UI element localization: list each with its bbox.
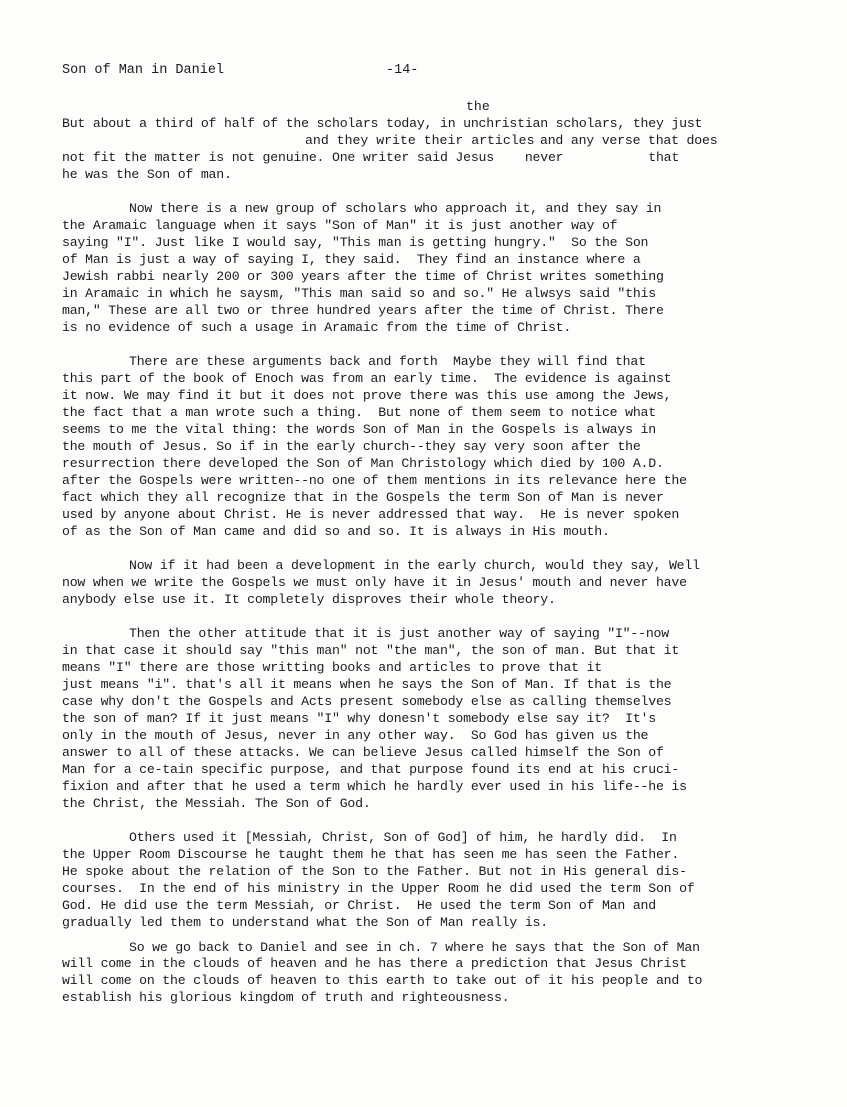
inserted-phrase: and they write their articles [305, 133, 535, 148]
text-line: case why don't the Gospels and Acts present somebody else as calling themselves [62, 694, 672, 709]
text-line: Man for a ce-tain specific purpose, and that purpose found its end at his cruci- [62, 762, 680, 777]
text-line: in Aramaic in which he saysm, "This man said so and so." He alwsys said "this [62, 286, 656, 301]
text-line: just means "i". that's all it means when he says the Son of Man. If that is the [62, 677, 672, 692]
inserted-word: the [466, 99, 490, 114]
text-line: used by anyone about Christ. He is never addressed that way. He is never spoken [62, 507, 680, 522]
text-line: God. He did use the term Messiah, or Christ. He used the term Son of Man and [62, 898, 656, 913]
text-line: answer to all of these attacks. We can believe Jesus called himself the Son of [62, 745, 664, 760]
text-line: man," These are all two or three hundred years after the time of Christ. There [62, 303, 664, 318]
text-line: Jewish rabbi nearly 200 or 300 years after the time of Christ writes something [62, 269, 664, 284]
text-line: seems to me the vital thing: the words Son of Man in the Gospels is always in [62, 422, 656, 437]
text-line: he was the Son of man. [62, 167, 232, 182]
page-header [62, 63, 782, 83]
text-line: of Man is just a way of saying I, they said. They find an instance where a [62, 252, 641, 267]
text-line: and any verse that does [540, 133, 718, 148]
text-line: the Aramaic language when it says "Son of Man" it is just another way of [62, 218, 618, 233]
text-line: the fact that a man wrote such a thing. But none of them seem to notice what [62, 405, 656, 420]
text-line: resurrection there developed the Son of Man Christology which died by 100 A.D. [62, 456, 664, 471]
text-line: fixion and after that he used a term which he hardly ever used in his life--he is [62, 779, 687, 794]
text-line: anybody else use it. It completely disproves their whole theory. [62, 592, 556, 607]
text-line: gradually led them to understand what the Son of Man really is. [62, 915, 548, 930]
text-line: But about a third of half of the scholars today, in unchristian scholars, they just [62, 116, 703, 131]
text-line: now when we write the Gospels we must only have it in Jesus' mouth and never have [62, 575, 687, 590]
text-line: of as the Son of Man came and did so and so. It is always in His mouth. [62, 524, 610, 539]
text-line: establish his glorious kingdom of truth and righteousness. [62, 990, 510, 1005]
text-line: the Upper Room Discourse he taught them he that has seen me has seen the Father. [62, 847, 680, 862]
text-line: courses. In the end of his ministry in the Upper Room he did used the term Son of [62, 881, 695, 896]
text-line: it now. We may find it but it does not prove there was this use among the Jews, [62, 388, 672, 403]
text-line: only in the mouth of Jesus, never in any other way. So God has given us the [62, 728, 649, 743]
text-line: saying "I". Just like I would say, "This man is getting hungry." So the Son [62, 235, 649, 250]
text-line: Now if it had been a development in the early church, would they say, Well [129, 558, 700, 573]
text-line: Now there is a new group of scholars who approach it, and they say in [129, 201, 662, 216]
text-line: this part of the book of Enoch was from an early time. The evidence is against [62, 371, 672, 386]
text-line: the Christ, the Messiah. The Son of God. [62, 796, 371, 811]
text-line: fact which they all recognize that in the Gospels the term Son of Man is never [62, 490, 664, 505]
text-line: Others used it [Messiah, Christ, Son of God] of him, he hardly did. In [129, 830, 677, 845]
text-line: not fit the matter is not genuine. One writer said Jesus never that [62, 150, 680, 165]
text-line: in that case it should say "this man" not "the man", the son of man. But that it [62, 643, 680, 658]
text-line: will come in the clouds of heaven and he has there a prediction that Jesus Christ [62, 956, 687, 971]
text-line: the mouth of Jesus. So if in the early church--they say very soon after the [62, 439, 641, 454]
text-line: So we go back to Daniel and see in ch. 7 where he says that the Son of Man [129, 940, 700, 955]
text-line: Then the other attitude that it is just another way of saying "I"--now [129, 626, 669, 641]
text-line: after the Gospels were written--no one of them mentions in its relevance here the [62, 473, 687, 488]
text-line: the son of man? If it just means "I" why donesn't somebody else say it? It's [62, 711, 656, 726]
header-title: Son of Man in Daniel [62, 63, 225, 78]
text-line: There are these arguments back and forth Maybe they will find that [129, 354, 646, 369]
text-line: He spoke about the relation of the Son to the Father. But not in His general dis- [62, 864, 687, 879]
text-line: means "I" there are those writting books and articles to prove that it [62, 660, 602, 675]
page-number: -14- [386, 63, 419, 78]
text-line: will come on the clouds of heaven to this earth to take out of it his people and to [62, 973, 703, 988]
text-line: is no evidence of such a usage in Aramaic from the time of Christ. [62, 320, 572, 335]
